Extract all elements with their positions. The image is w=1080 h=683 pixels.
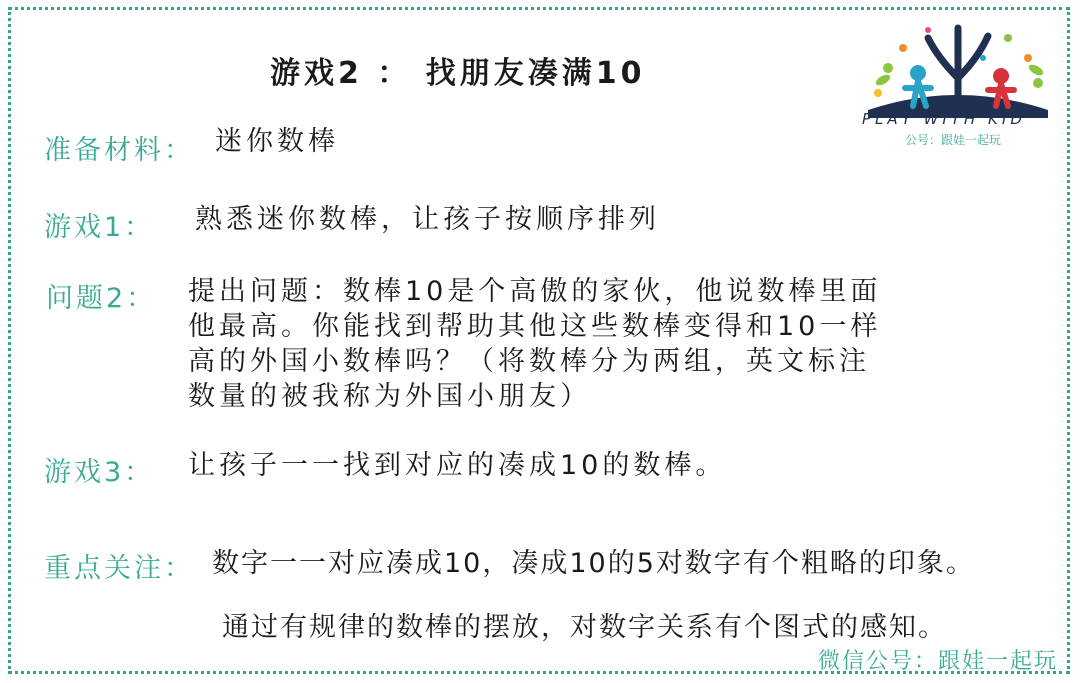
game1-text: 熟悉迷你数棒，让孩子按顺序排列 [195,204,660,235]
game1-label: 游戏1： [44,212,155,243]
focus-line-1: 数字一一对应凑成10，凑成10的5对数字有个粗略的印象。 [212,548,975,579]
question2-line-1: 提出问题：数棒10是个高傲的家伙，他说数棒里面 [188,276,882,307]
logo-subtitle: 公号：跟娃一起玩 [905,133,1002,147]
question2-line-4: 数量的被我称为外国小朋友） [188,381,591,412]
game3-text: 让孩子一一找到对应的凑成10的数棒。 [188,450,727,481]
question2-line-2: 他最高。你能找到帮助其他这些数棒变得和10一样 [188,311,882,342]
watermark: 微信公号：跟娃一起玩 [818,649,1059,674]
logo-text: PLAY WITH KID [862,110,1026,128]
question2-label: 问题2： [46,283,157,314]
page-title: 游戏2 ： 找朋友凑满10 [270,56,646,91]
game3-label: 游戏3： [44,457,155,488]
focus-label: 重点关注： [44,553,194,584]
question2-line-3: 高的外国小数棒吗？（将数棒分为两组，英文标注 [188,346,870,377]
play-with-kid-logo [858,18,1058,148]
materials-text: 迷你数棒 [215,126,339,157]
focus-line-2: 通过有规律的数棒的摆放，对数字关系有个图式的感知。 [222,612,947,643]
materials-label: 准备材料： [44,135,194,166]
